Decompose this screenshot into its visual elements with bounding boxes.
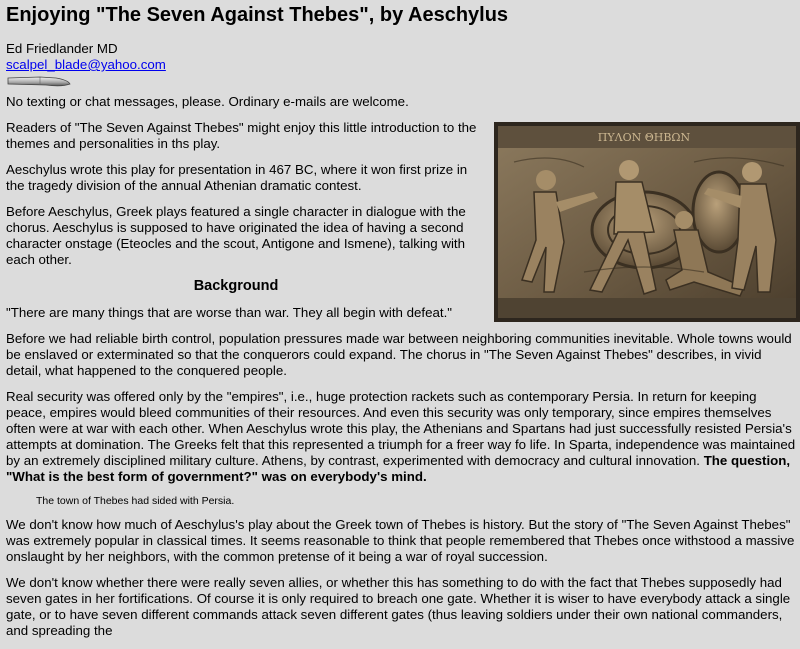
author-email-link[interactable]: scalpel_blade@yahoo.com: [6, 57, 166, 72]
security-text: Real security was offered only by the "empires", i.e., huge protection rackets such as contemporary Persia. In return for keeping peace, empires would bleed communities of their resources. And even this security was only temporary, since empires themselves often were at war with each other. When Aeschylus wrote this play, the Athenians and Spartans had just successfully resisted Persia's attempts at domination. The Greeks felt that this represented a triumph for a freer way fo life. In Sparta, independence was maintained by an extremely disciplined military culture. Athens, by contrast, experimented with democracy and cultural innovation.: [6, 389, 796, 468]
image-caption: The town of Thebes had sided with Persia.: [36, 495, 235, 507]
relief-image: [494, 122, 800, 322]
security-question: The question, "What is the best form of government?" was on everybody's mind.: [6, 453, 791, 484]
intro-paragraph-3: Before Aeschylus, Greek plays featured a single character in dialogue with the chorus. Aeschylus is supposed to have originated the idea of having a second character onstage (Eteocles and the scout, Antigone and Ismene), talking with each other.: [6, 204, 466, 267]
author-name: Ed Friedlander MD: [6, 41, 118, 56]
intro-paragraph-2: Aeschylus wrote this play for presentation in 467 BC, where it won first prize in the tragedy division of the annual Athenian dramatic contest.: [6, 162, 468, 193]
security-paragraph: [6, 389, 796, 485]
intro-paragraph-1: Readers of "The Seven Against Thebes" might enjoy this little introduction to the themes and personalities in ths play.: [6, 120, 477, 151]
allies-paragraph: We don't know whether there were really seven allies, or whether this has something to do with the fact that Thebes supposedly had seven gates in her fortifications. Of course it is only required to breach one gate. Whether it is wiser to have everybody attack a single gate, or to have seven different commands attack seven different gates (thus leaving soldiers under their own national commanders, and spreading the: [6, 575, 791, 638]
relief-inscription: ΠΥΛΟΝ ΘΗΒΩΝ: [597, 131, 691, 144]
page-title: Enjoying "The Seven Against Thebes", by Aeschylus: [6, 4, 509, 26]
page: [6, 0, 796, 649]
scalpel-icon: [6, 74, 72, 88]
background-heading: Background: [193, 278, 279, 294]
history-paragraph: We don't know how much of Aeschylus's play about the Greek town of Thebes is history. But the story of "The Seven Against Thebes" was extremely popular in classical times. It seems reasonable to think that people remembered that Thebes once withstood a massive onslaught by her neighbors, with the common pretense of it being a war of royal succession.: [6, 517, 795, 564]
population-paragraph: Before we had reliable birth control, population pressures made war between neighboring communities inevitable. Whole towns would be enslaved or exterminated so that the conquerors could expand. The chorus in "The Seven Against Thebes" describes, in vivid detail, what happened to the conquered people.: [6, 331, 792, 378]
notice-text: No texting or chat messages, please. Ordinary e-mails are welcome.: [6, 94, 409, 109]
quote-paragraph: "There are many things that are worse than war. They all begin with defeat.": [6, 305, 453, 320]
